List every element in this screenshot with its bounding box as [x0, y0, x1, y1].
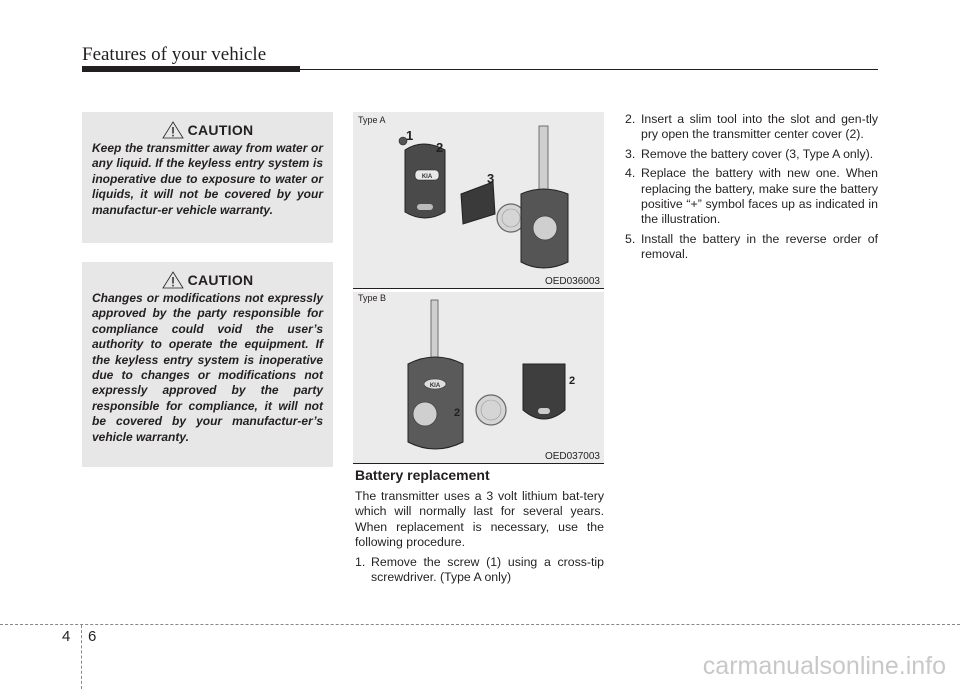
watermark: carmanualsonline.info — [702, 652, 946, 680]
figure-code-a: OED036003 — [544, 276, 600, 287]
key-fob-type-b-illustration — [353, 292, 604, 463]
step-number: 4. — [625, 166, 636, 181]
caution-title: CAUTION — [187, 272, 254, 288]
section-intro: The transmitter uses a 3 volt lithium bat-tery which will normally last for several years. When replacement is necessary, use the following procedure. — [355, 489, 604, 550]
footer-rule — [0, 624, 960, 625]
figure-code-b: OED037003 — [544, 451, 600, 462]
step-text: Remove the screw (1) using a cross-tip screwdriver. (Type A only) — [371, 554, 604, 585]
step-number: 5. — [625, 231, 636, 246]
figure-type-b — [353, 292, 604, 463]
callout-2: 2 — [569, 375, 576, 387]
list-item — [625, 112, 878, 143]
caution-box-water — [82, 112, 333, 243]
figure-divider — [353, 288, 604, 289]
list-item — [625, 147, 878, 162]
step-text: Replace the battery with new one. When replacing the battery, make sure the battery positive “+” symbol faces up as indicated in the illustration. — [641, 166, 878, 227]
step-number: 1. — [355, 554, 366, 569]
caution-text: Keep the transmitter away from water or any liquid. If the keyless entry system is inoperative due to exposure to water or liquids, it will not be covered by your manufactur-er vehicle warranty. — [92, 141, 323, 217]
callout-1: 1 — [406, 128, 414, 143]
section-body — [355, 489, 604, 589]
caution-title: CAUTION — [187, 122, 254, 138]
logo-a: KIA — [421, 174, 433, 180]
callout-2: 2 — [436, 140, 444, 155]
figure-label-type-a: Type A — [358, 115, 386, 125]
warning-triangle-icon — [162, 121, 184, 139]
step-number: 2. — [625, 112, 636, 126]
figure-type-a — [353, 112, 604, 288]
figure-label-type-b: Type B — [358, 293, 387, 303]
page-chapter-number: 4 — [62, 628, 71, 645]
page-number: 6 — [88, 628, 97, 645]
step-text: Insert a slim tool into the slot and gen-tly pry open the transmitter center cover (2). — [641, 112, 878, 142]
section-title: Battery replacement — [355, 467, 490, 483]
step-text: Install the battery in the reverse order of removal. — [641, 231, 878, 262]
list-item — [355, 555, 604, 586]
caution-box-modifications — [82, 262, 333, 467]
step-number: 3. — [625, 146, 636, 161]
figure-divider — [353, 463, 604, 464]
steps-column — [625, 112, 878, 267]
key-fob-type-a-illustration — [353, 112, 604, 288]
header-bar — [82, 66, 300, 72]
list-item — [625, 232, 878, 263]
footer-divider — [81, 625, 82, 689]
list-item — [625, 166, 878, 228]
callout-2: 2 — [454, 407, 461, 419]
logo-b: KIA — [429, 383, 441, 389]
header-rule — [300, 69, 878, 70]
caution-text: Changes or modifications not expressly approved by the party responsible for compliance could void the user’s authority to operate the equipment. If the keyless entry system is inoperative due to changes or modifications not expressly approved by the party responsible for compliance, it will not be covered by your manufactur-er’s vehicle warranty. — [92, 291, 323, 444]
caution-header — [92, 121, 323, 139]
caution-header — [92, 271, 323, 289]
step-text: Remove the battery cover (3, Type A only). — [641, 146, 874, 161]
page-header-title: Features of your vehicle — [82, 44, 267, 65]
warning-triangle-icon — [162, 271, 184, 289]
callout-3: 3 — [487, 171, 495, 186]
